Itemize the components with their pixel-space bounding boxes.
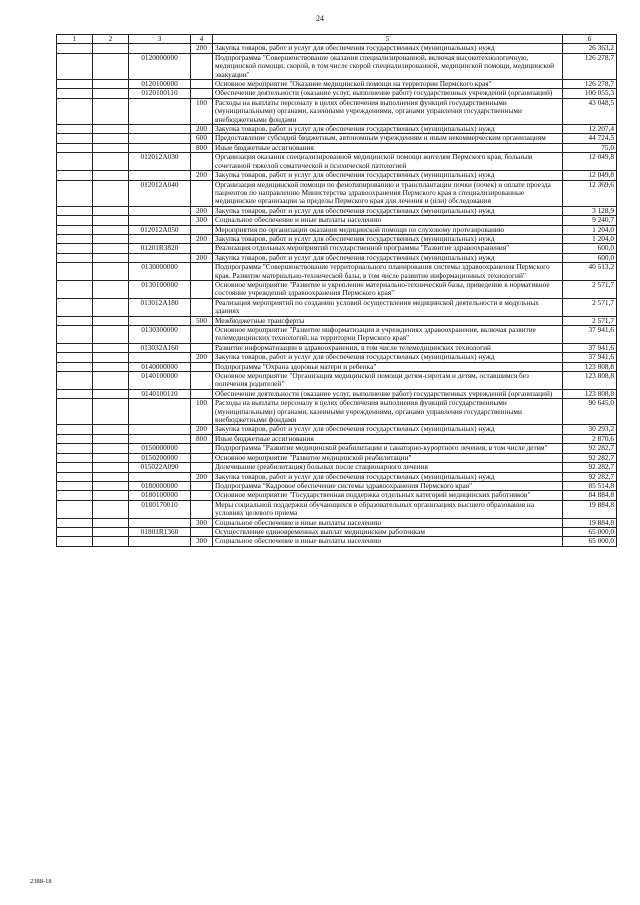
cell-code xyxy=(129,216,191,225)
cell-col1 xyxy=(57,80,93,89)
cell-description: Социальное обеспечение и иные выплаты населению xyxy=(213,216,563,225)
cell-code xyxy=(129,98,191,124)
cell-col1 xyxy=(57,527,93,536)
cell-expense-type xyxy=(191,372,213,390)
cell-amount: 37 941,6 xyxy=(563,326,617,344)
cell-code: 013032А160 xyxy=(129,343,191,352)
cell-amount: 90 645,0 xyxy=(563,399,617,425)
cell-description: Иные бюджетные ассигнования xyxy=(213,434,563,443)
document-code: 2388-18 xyxy=(30,878,52,885)
cell-col2 xyxy=(93,125,129,134)
cell-col1 xyxy=(57,491,93,500)
cell-description: Мероприятия по организации оказания медицинской помощи по слуховому протезированию xyxy=(213,225,563,234)
cell-expense-type xyxy=(191,263,213,281)
cell-expense-type: 200 xyxy=(191,253,213,262)
cell-amount: 123 808,8 xyxy=(563,372,617,390)
cell-col1 xyxy=(57,280,93,298)
cell-col2 xyxy=(93,500,129,518)
cell-description: Подпрограмма "Охрана здоровья матери и ребенка" xyxy=(213,362,563,371)
cell-description: Иные бюджетные ассигнования xyxy=(213,143,563,152)
cell-col2 xyxy=(93,389,129,398)
cell-col2 xyxy=(93,171,129,180)
cell-code xyxy=(129,125,191,134)
cell-expense-type xyxy=(191,444,213,453)
cell-col2 xyxy=(93,444,129,453)
cell-col2 xyxy=(93,234,129,243)
cell-col2 xyxy=(93,89,129,98)
cell-code: 01801R1360 xyxy=(129,527,191,536)
cell-expense-type: 200 xyxy=(191,171,213,180)
cell-description: Реализация мероприятий по созданию условий осуществления медицинской деятельности в модульных зданиях xyxy=(213,298,563,316)
cell-amount: 65 000,0 xyxy=(563,537,617,546)
cell-col2 xyxy=(93,362,129,371)
cell-code: 013012А180 xyxy=(129,298,191,316)
cell-description: Подпрограмма "Совершенствование оказания специализированной, включая высокотехнологичную, медицинской помощи, скорой, в том числе скорой специализированной, медицинской помощи, медицинской эвакуации" xyxy=(213,53,563,79)
cell-amount: 12 207,4 xyxy=(563,125,617,134)
cell-description: Закупка товаров, работ и услуг для обеспечения государственных (муниципальных) нужд xyxy=(213,171,563,180)
cell-description: Осуществление единовременных выплат медицинским работникам xyxy=(213,527,563,536)
cell-amount: 126 278,7 xyxy=(563,80,617,89)
cell-col1 xyxy=(57,425,93,434)
table-row xyxy=(57,500,617,518)
cell-expense-type: 600 xyxy=(191,134,213,143)
cell-description: Подпрограмма "Совершенствование территориального планирования системы здравоохранения Пермского края. Развитие материально-технической базы, в том числе развитие информационных технологий" xyxy=(213,263,563,281)
cell-expense-type xyxy=(191,89,213,98)
cell-description: Закупка товаров, работ и услуг для обеспечения государственных (муниципальных) нужд xyxy=(213,425,563,434)
cell-expense-type: 100 xyxy=(191,98,213,124)
cell-code: 0180000000 xyxy=(129,481,191,490)
column-header: 1 xyxy=(57,35,93,44)
cell-description: Обеспечение деятельности (оказание услуг, выполнение работ) государственных учреждений (организаций) xyxy=(213,389,563,398)
cell-col1 xyxy=(57,244,93,253)
cell-code xyxy=(129,134,191,143)
cell-code: 012012А040 xyxy=(129,180,191,206)
cell-col1 xyxy=(57,518,93,527)
cell-col2 xyxy=(93,372,129,390)
cell-amount: 84 884,8 xyxy=(563,491,617,500)
cell-description: Основное мероприятие "Развитие информатизации в учреждениях здравоохранения, включая развитие телемедицинских технологий, на территории Пермского края" xyxy=(213,326,563,344)
cell-col2 xyxy=(93,263,129,281)
cell-code: 0120100000 xyxy=(129,80,191,89)
table-row xyxy=(57,153,617,171)
cell-col1 xyxy=(57,53,93,79)
cell-description: Организация медицинской помощи по фенотипированию и трансплантации почки (почек) и оплате проезда пациентов по направлению Министерства здравоохранения Пермского края в специализированные медицинские организации за пределы Пермского края для лечения и (или) обследования xyxy=(213,180,563,206)
cell-col2 xyxy=(93,316,129,325)
cell-code: 012012А050 xyxy=(129,225,191,234)
cell-description: Меры социальной поддержки обучающихся в образовательных организациях высшего образования на условиях целевого приема xyxy=(213,500,563,518)
table-row xyxy=(57,537,617,546)
table-row xyxy=(57,280,617,298)
cell-expense-type: 800 xyxy=(191,143,213,152)
table-row xyxy=(57,44,617,53)
cell-col1 xyxy=(57,500,93,518)
cell-code: 0120100110 xyxy=(129,89,191,98)
cell-col2 xyxy=(93,253,129,262)
cell-col1 xyxy=(57,171,93,180)
cell-amount: 43 048,5 xyxy=(563,98,617,124)
cell-amount: 44 724,5 xyxy=(563,134,617,143)
cell-code: 0180100000 xyxy=(129,491,191,500)
cell-col1 xyxy=(57,372,93,390)
cell-col2 xyxy=(93,434,129,443)
cell-code: 0150000000 xyxy=(129,444,191,453)
cell-expense-type xyxy=(191,491,213,500)
cell-amount: 26 363,2 xyxy=(563,44,617,53)
cell-col1 xyxy=(57,453,93,462)
cell-col2 xyxy=(93,98,129,124)
cell-amount: 123 808,8 xyxy=(563,362,617,371)
cell-description: Закупка товаров, работ и услуг для обеспечения государственных (муниципальных) нужд xyxy=(213,44,563,53)
cell-code xyxy=(129,171,191,180)
cell-col2 xyxy=(93,491,129,500)
cell-col1 xyxy=(57,316,93,325)
cell-amount: 30 293,2 xyxy=(563,425,617,434)
cell-col2 xyxy=(93,453,129,462)
cell-description: Закупка товаров, работ и услуг для обеспечения государственных (муниципальных) нужд xyxy=(213,253,563,262)
cell-amount: 65 000,0 xyxy=(563,527,617,536)
cell-expense-type xyxy=(191,362,213,371)
cell-col2 xyxy=(93,53,129,79)
cell-description: Основное мероприятие "Развитие и укрепление материально-технической базы, приведение в нормативное состояние учреждений здравоохранения Пермского края" xyxy=(213,280,563,298)
cell-col1 xyxy=(57,44,93,53)
table-row xyxy=(57,491,617,500)
cell-code: 0130100000 xyxy=(129,280,191,298)
cell-col1 xyxy=(57,434,93,443)
cell-code xyxy=(129,206,191,215)
cell-col1 xyxy=(57,206,93,215)
cell-expense-type: 200 xyxy=(191,125,213,134)
cell-description: Обеспечение деятельности (оказание услуг, выполнение работ) государственных учреждений (организаций) xyxy=(213,89,563,98)
cell-expense-type: 200 xyxy=(191,425,213,434)
table-row xyxy=(57,263,617,281)
cell-code: 0130000000 xyxy=(129,263,191,281)
cell-amount: 92 282,7 xyxy=(563,453,617,462)
cell-code xyxy=(129,425,191,434)
table-body xyxy=(57,44,617,546)
cell-description: Закупка товаров, работ и услуг для обеспечения государственных (муниципальных) нужд xyxy=(213,206,563,215)
cell-expense-type: 200 xyxy=(191,472,213,481)
table-row xyxy=(57,353,617,362)
cell-amount: 92 282,7 xyxy=(563,472,617,481)
cell-code xyxy=(129,537,191,546)
cell-description: Закупка товаров, работ и услуг для обеспечения государственных (муниципальных) нужд xyxy=(213,125,563,134)
budget-table xyxy=(56,34,617,547)
cell-code: 012012А030 xyxy=(129,153,191,171)
cell-col2 xyxy=(93,225,129,234)
cell-description: Закупка товаров, работ и услуг для обеспечения государственных (муниципальных) нужд xyxy=(213,353,563,362)
cell-col1 xyxy=(57,353,93,362)
cell-col1 xyxy=(57,537,93,546)
cell-expense-type: 500 xyxy=(191,316,213,325)
cell-expense-type xyxy=(191,280,213,298)
cell-expense-type xyxy=(191,326,213,344)
cell-amount: 19 884,8 xyxy=(563,500,617,518)
cell-col2 xyxy=(93,216,129,225)
cell-description: Основное мероприятие "Организация медицинской помощи детям-сиротам и детям, оставшимся без попечения родителей" xyxy=(213,372,563,390)
cell-expense-type: 200 xyxy=(191,206,213,215)
cell-col1 xyxy=(57,153,93,171)
cell-description: Организация оказания специализированной медицинской помощи жителям Пермского края, больным сочетанной тяжелой соматической и психической патологией xyxy=(213,153,563,171)
cell-col2 xyxy=(93,463,129,472)
cell-expense-type xyxy=(191,463,213,472)
cell-amount: 12 369,6 xyxy=(563,180,617,206)
cell-amount: 75,0 xyxy=(563,143,617,152)
cell-col1 xyxy=(57,89,93,98)
column-header: 4 xyxy=(191,35,213,44)
table-row xyxy=(57,472,617,481)
cell-code: 015022А090 xyxy=(129,463,191,472)
cell-col1 xyxy=(57,343,93,352)
cell-description: Социальное обеспечение и иные выплаты населению xyxy=(213,518,563,527)
cell-expense-type: 800 xyxy=(191,434,213,443)
cell-amount: 40 513,2 xyxy=(563,263,617,281)
cell-expense-type xyxy=(191,453,213,462)
cell-col2 xyxy=(93,134,129,143)
cell-amount: 1 204,0 xyxy=(563,234,617,243)
cell-col2 xyxy=(93,537,129,546)
cell-description: Расходы на выплаты персоналу в целях обеспечения выполнения функций государственными (муниципальными) органами, казенными учреждениями, органами управления государственными внебюджетными фондами xyxy=(213,98,563,124)
cell-amount: 2 571,7 xyxy=(563,280,617,298)
cell-col2 xyxy=(93,143,129,152)
cell-description: Основное мероприятие "Развитие медицинской реабилитации" xyxy=(213,453,563,462)
cell-col2 xyxy=(93,206,129,215)
cell-amount: 12 049,8 xyxy=(563,171,617,180)
cell-col2 xyxy=(93,472,129,481)
table-row xyxy=(57,171,617,180)
cell-col2 xyxy=(93,326,129,344)
cell-expense-type xyxy=(191,80,213,89)
cell-expense-type xyxy=(191,153,213,171)
table-row xyxy=(57,444,617,453)
cell-col1 xyxy=(57,253,93,262)
cell-code xyxy=(129,353,191,362)
cell-col2 xyxy=(93,399,129,425)
cell-code: 0140100000 xyxy=(129,372,191,390)
cell-description: Подпрограмма "Кадровое обеспечение системы здравоохранения Пермского края" xyxy=(213,481,563,490)
cell-expense-type: 300 xyxy=(191,537,213,546)
cell-code: 0150200000 xyxy=(129,453,191,462)
table-row xyxy=(57,326,617,344)
cell-expense-type: 200 xyxy=(191,234,213,243)
cell-amount: 2 870,6 xyxy=(563,434,617,443)
cell-amount: 12 049,8 xyxy=(563,153,617,171)
cell-amount: 2 571,7 xyxy=(563,298,617,316)
cell-amount: 85 514,8 xyxy=(563,481,617,490)
cell-expense-type: 200 xyxy=(191,44,213,53)
table-row xyxy=(57,134,617,143)
cell-col1 xyxy=(57,399,93,425)
cell-amount: 37 941,6 xyxy=(563,353,617,362)
cell-code xyxy=(129,44,191,53)
cell-col1 xyxy=(57,263,93,281)
cell-col1 xyxy=(57,326,93,344)
cell-col1 xyxy=(57,98,93,124)
cell-expense-type: 300 xyxy=(191,518,213,527)
cell-expense-type: 200 xyxy=(191,353,213,362)
table-row xyxy=(57,216,617,225)
cell-code: 01201R3820 xyxy=(129,244,191,253)
cell-amount: 37 941,6 xyxy=(563,343,617,352)
cell-amount: 100 055,3 xyxy=(563,89,617,98)
cell-col1 xyxy=(57,298,93,316)
cell-col1 xyxy=(57,225,93,234)
table-row xyxy=(57,244,617,253)
cell-description: Основное мероприятие "Оказание медицинской помощи на территории Пермского края" xyxy=(213,80,563,89)
cell-col2 xyxy=(93,518,129,527)
cell-description: Реализация отдельных мероприятий государственной программы "Развитие здравоохранения" xyxy=(213,244,563,253)
cell-col2 xyxy=(93,353,129,362)
cell-col1 xyxy=(57,180,93,206)
cell-col1 xyxy=(57,362,93,371)
table-row xyxy=(57,372,617,390)
cell-col1 xyxy=(57,472,93,481)
table-row xyxy=(57,89,617,98)
cell-col1 xyxy=(57,143,93,152)
cell-col2 xyxy=(93,180,129,206)
cell-col2 xyxy=(93,244,129,253)
cell-col1 xyxy=(57,134,93,143)
cell-description: Социальное обеспечение и иные выплаты населению xyxy=(213,537,563,546)
cell-description: Долечивание (реабилитация) больных после стационарного лечения xyxy=(213,463,563,472)
cell-col2 xyxy=(93,425,129,434)
cell-description: Основное мероприятие "Государственная поддержка отдельных категорий медицинских работников" xyxy=(213,491,563,500)
cell-expense-type xyxy=(191,244,213,253)
cell-col1 xyxy=(57,444,93,453)
cell-code: 0130300000 xyxy=(129,326,191,344)
cell-expense-type: 300 xyxy=(191,216,213,225)
cell-amount: 126 278,7 xyxy=(563,53,617,79)
column-header: 5 xyxy=(213,35,563,44)
cell-amount: 92 282,7 xyxy=(563,463,617,472)
cell-col1 xyxy=(57,125,93,134)
cell-col2 xyxy=(93,280,129,298)
cell-col2 xyxy=(93,80,129,89)
cell-code: 0180170010 xyxy=(129,500,191,518)
cell-description: Подпрограмма "Развитие медицинской реабилитации и санаторно-курортного лечения, в том числе детям" xyxy=(213,444,563,453)
cell-amount: 19 884,8 xyxy=(563,518,617,527)
cell-expense-type xyxy=(191,180,213,206)
cell-amount: 123 808,8 xyxy=(563,389,617,398)
cell-description: Предоставление субсидий бюджетным, автономным учреждениям и иным некоммерческим организациям xyxy=(213,134,563,143)
table-row xyxy=(57,399,617,425)
table-row xyxy=(57,53,617,79)
cell-description: Межбюджетные трансферты xyxy=(213,316,563,325)
table-row xyxy=(57,425,617,434)
table-row xyxy=(57,180,617,206)
column-header: 3 xyxy=(129,35,191,44)
cell-amount: 2 571,7 xyxy=(563,316,617,325)
cell-expense-type xyxy=(191,481,213,490)
cell-code: 0140000000 xyxy=(129,362,191,371)
table-row xyxy=(57,463,617,472)
cell-description: Развитие информатизации в здравоохранении, в том числе телемедицинских технологий xyxy=(213,343,563,352)
cell-col1 xyxy=(57,389,93,398)
cell-col2 xyxy=(93,343,129,352)
cell-col1 xyxy=(57,234,93,243)
page-number: 24 xyxy=(316,14,324,23)
cell-amount: 600,0 xyxy=(563,253,617,262)
column-header: 6 xyxy=(563,35,617,44)
column-header: 2 xyxy=(93,35,129,44)
cell-amount: 9 240,7 xyxy=(563,216,617,225)
cell-code xyxy=(129,399,191,425)
cell-col1 xyxy=(57,481,93,490)
cell-col1 xyxy=(57,463,93,472)
cell-expense-type xyxy=(191,298,213,316)
cell-col1 xyxy=(57,216,93,225)
cell-amount: 92 282,7 xyxy=(563,444,617,453)
table-row xyxy=(57,298,617,316)
cell-expense-type: 100 xyxy=(191,399,213,425)
cell-code xyxy=(129,472,191,481)
cell-expense-type xyxy=(191,53,213,79)
cell-col2 xyxy=(93,44,129,53)
cell-amount: 600,0 xyxy=(563,244,617,253)
cell-code: 0120000000 xyxy=(129,53,191,79)
cell-amount: 1 204,0 xyxy=(563,225,617,234)
cell-col2 xyxy=(93,153,129,171)
cell-description: Закупка товаров, работ и услуг для обеспечения государственных (муниципальных) нужд xyxy=(213,472,563,481)
cell-col2 xyxy=(93,527,129,536)
cell-description: Расходы на выплаты персоналу в целях обеспечения выполнения функций государственными (муниципальными) органами, казенными учреждениями, органами управления государственными внебюджетными фондами xyxy=(213,399,563,425)
cell-code: 0140100110 xyxy=(129,389,191,398)
cell-description: Закупка товаров, работ и услуг для обеспечения государственных (муниципальных) нужд xyxy=(213,234,563,243)
cell-col2 xyxy=(93,298,129,316)
cell-amount: 3 128,9 xyxy=(563,206,617,215)
cell-col2 xyxy=(93,481,129,490)
table-row xyxy=(57,98,617,124)
cell-expense-type xyxy=(191,500,213,518)
